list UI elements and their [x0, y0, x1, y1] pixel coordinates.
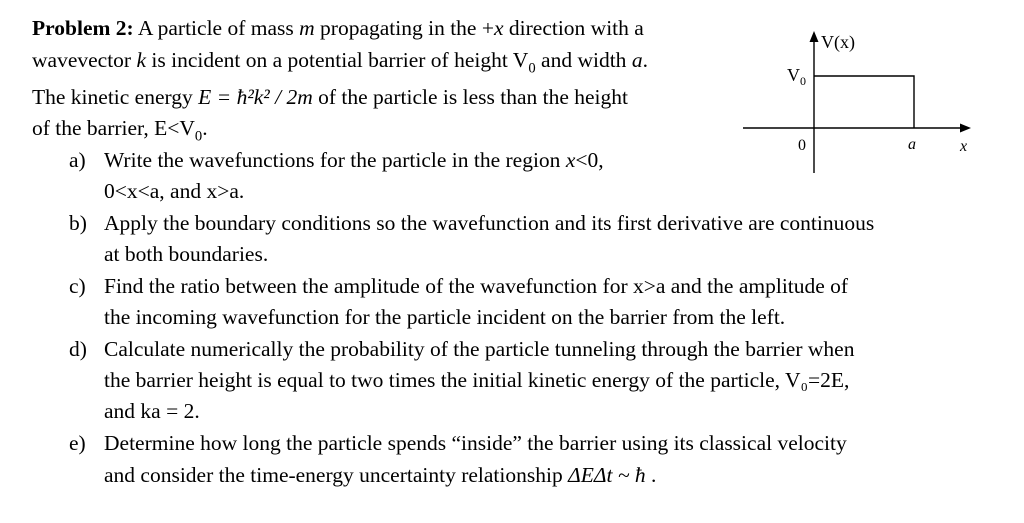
- var-a: a: [631, 48, 643, 72]
- part-a-label: a): [69, 148, 86, 172]
- intro-line-3: [32, 82, 628, 112]
- part-d-line-3: and ka = 2.: [104, 399, 200, 423]
- part-a-text: Write the wavefunctions for the particle in the region: [104, 148, 566, 172]
- part-b-line-1: Apply the boundary conditions so the wavefunction and its first derivative are continuous: [104, 211, 875, 235]
- potential-barrier-diagram: [735, 28, 985, 178]
- part-a-line-2: 0<x<a, and x>a.: [104, 179, 245, 203]
- part-e-label: e): [69, 431, 86, 455]
- kinetic-energy-formula: E = ħ²k² / 2m: [198, 85, 313, 109]
- barrier-outline: [814, 76, 914, 128]
- part-a-text: <0,: [575, 148, 604, 172]
- intro-text: A particle of mass: [133, 16, 300, 40]
- part-c-line-1: Find the ratio between the amplitude of the wavefunction for x>a and the amplitude of: [104, 274, 849, 298]
- intro-text: is incident on a potential barrier of height V: [146, 48, 529, 72]
- intro-text: direction with a: [503, 16, 644, 40]
- part-b-label: b): [69, 211, 87, 235]
- intro-text: and width: [535, 48, 632, 72]
- part-c-label: c): [69, 274, 86, 298]
- intro-line-4: [32, 113, 208, 143]
- intro-line-2: [32, 45, 648, 75]
- subscript-zero: 0: [528, 60, 536, 77]
- part-e-text: .: [645, 463, 657, 487]
- problem-heading: Problem 2:: [32, 16, 134, 40]
- y-axis-label: V(x): [821, 32, 855, 52]
- part-e-text: and consider the time-energy uncertainty relationship: [104, 463, 569, 487]
- intro-line-1: [32, 13, 644, 43]
- part-d-line-2: the barrier height is equal to two times the initial kinetic energy of the particle, V₀=2E,: [104, 368, 850, 392]
- part-d-line-1: Calculate numerically the probability of the particle tunneling through the barrier when: [104, 337, 855, 361]
- barrier-height-label: $V_0$: [787, 65, 806, 88]
- intro-text: propagating in the +: [314, 16, 494, 40]
- intro-text: The kinetic energy: [32, 85, 199, 109]
- uncertainty-formula: ΔEΔt ~ ħ: [568, 463, 646, 487]
- var-m: m: [299, 16, 315, 40]
- subscript-zero: 0: [194, 128, 203, 145]
- intro-text: wavevector: [32, 48, 137, 72]
- barrier-width-label: a: [908, 136, 916, 153]
- var-x: x: [565, 148, 576, 172]
- x-axis-label: x: [960, 138, 968, 155]
- intro-text: .: [642, 48, 648, 72]
- part-e-line-1: Determine how long the particle spends “inside” the barrier using its classical velocity: [104, 431, 847, 455]
- part-e-line-2: [104, 460, 656, 490]
- intro-text: .: [202, 116, 208, 140]
- part-c-line-2: the incoming wavefunction for the particle incident on the barrier from the left.: [104, 305, 786, 329]
- part-d-label: d): [69, 337, 87, 361]
- y-axis-arrow: [810, 31, 819, 42]
- var-x: x: [493, 16, 504, 40]
- part-a-line-1: [104, 145, 604, 175]
- part-b-line-2: at both boundaries.: [104, 242, 269, 266]
- var-k: k: [136, 48, 147, 72]
- x-axis-arrow: [960, 124, 971, 133]
- intro-text: of the particle is less than the height: [312, 85, 628, 109]
- intro-text: of the barrier, E<V: [32, 116, 195, 140]
- origin-label: 0: [798, 137, 806, 154]
